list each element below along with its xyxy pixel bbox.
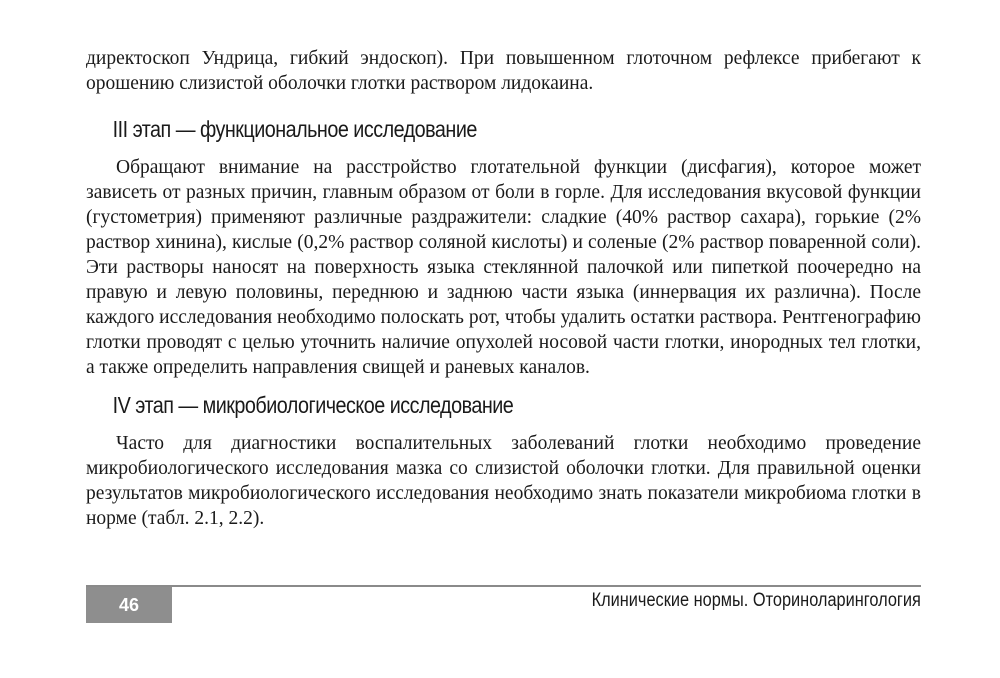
page-number: 46 xyxy=(118,594,140,615)
section-3-heading: III этап — функциональное исследование xyxy=(112,116,477,142)
section-3-paragraph: Обращают внимание на расстройство глотательной функции (дисфагия), которое может зависеть от разных причин, главным образом от боли в горле. Для исследования вкусовой функции (густометрия) применяют различные раздражители: сладкие (40% раствор сахара), горькие (2% раствор хинина), кислые (0,2% раствор соляной кислоты) и соленые (2% раствор поваренной соли). Эти растворы наносят на поверхность языка стеклянной палочкой или пипеткой поочередно на правую и левую половины, переднюю и заднюю части языка (иннервация их различна). После каждого исследования необходимо полоскать рот, чтобы удалить остатки раствора. Рентгенографию глотки проводят с целью уточнить наличие опухолей носовой части глотки, инородных тел глотки, а также определить направления свищей и раневых каналов. xyxy=(86,157,921,378)
page-body xyxy=(86,46,921,531)
footer-divider xyxy=(86,585,921,587)
section-4-heading: IV этап — микробиологическое исследование xyxy=(112,392,514,418)
running-title: Клинические нормы. Оториноларингология xyxy=(591,590,921,611)
intro-paragraph: директоскоп Ундрица, гибкий эндоскоп). При повышенном глоточном рефлексе прибегают к орошению слизистой оболочки глотки раствором лидокаина. xyxy=(86,48,921,94)
page-number-box xyxy=(86,587,172,623)
section-4-paragraph: Часто для диагностики воспалительных заболеваний глотки необходимо проведение микробиологического исследования мазка со слизистой оболочки глотки. Для правильной оценки результатов микробиологического исследования необходимо знать показатели микробиома глотки в норме (табл. 2.1, 2.2). xyxy=(86,433,921,529)
